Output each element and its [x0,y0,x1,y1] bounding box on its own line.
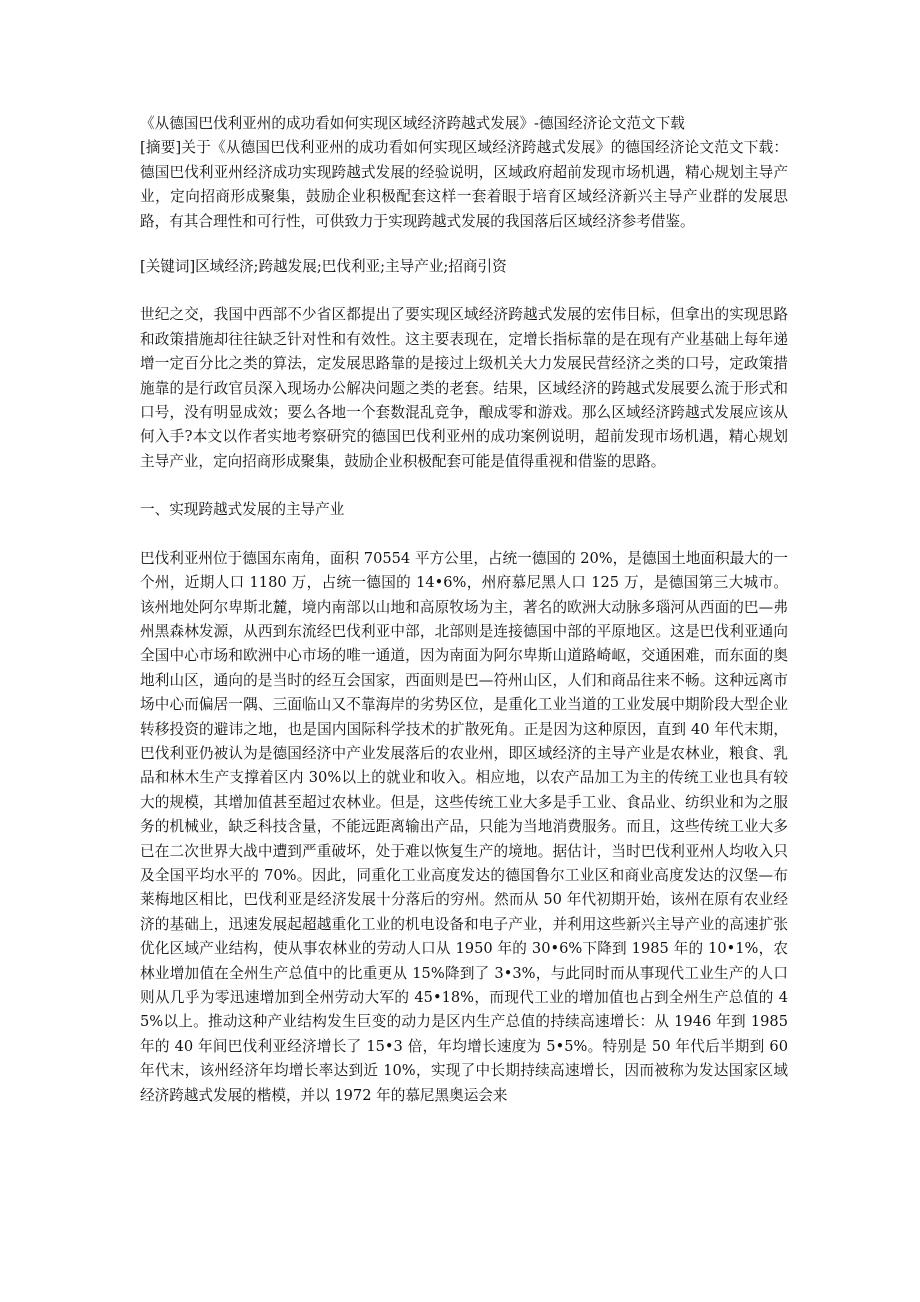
section-heading: 一、实现跨越式发展的主导产业 [140,501,345,519]
section-body-paragraph: 巴伐利亚州位于德国东南角，面积 70554 平方公里，占统一德国的 20%，是德国土地面积最大的一个州，近期人口 1180 万，占统一德国的 14•6%，州府慕尼黑人口 125 万，是德国第三大城市。该州地处阿尔卑斯北麓，境内南部以山地和高原牧场为主，著名的欧洲大动脉多瑙河从西面的巴—弗州黑森林发源，从西到东流经巴伐利亚中部，北部则是连接德国中部的平原地区。这是巴伐利亚通向全国中心市场和欧洲中心市场的唯一通道，因为南面为阿尔卑斯山道路崎岖，交通困难，而东面的奥地利山区，通向的是当时的经互会国家，西面则是巴—符州山区，人们和商品往来不畅。这种远离市场中心而偏居一隅、三面临山又不靠海岸的劣势区位，是重化工业当道的工业发展中期阶段大型企业转移投资的避讳之地，也是国内国际科学技术的扩散死角。正是因为这种原因，直到 40 年代末期，巴伐利亚仍被认为是德国经济中产业发展落后的农业州，即区域经济的主导产业是农林业，粮食、乳品和林木生产支撑着区内 30%以上的就业和收入。相应地，以农产品加工为主的传统工业也具有较大的规模，其增加值甚至超过农林业。但是，这些传统工业大多是手工业、食品业、纺织业和为之服务的机械业，缺乏科技含量，不能远距离输出产品，只能为当地消费服务。而且，这些传统工业大多已在二次世界大战中遭到严重破坏，处于难以恢复生产的境地。据估计，当时巴伐利亚州人均收入只及全国平均水平的 70%。因此，同重化工业高度发达的德国鲁尔工业区和商业高度发达的汉堡—布莱梅地区相比，巴伐利亚是经济发展十分落后的穷州。然而从 50 年代初期开始，该州在原有农业经济的基础上，迅速发展起超越重化工业的机电设备和电子产业，并利用这些新兴主导产业的高速扩张优化区域产业结构，使从事农林业的劳动人口从 1950 年的 30•6%下降到 1985 年的 10•1%，农林业增加值在全州生产总值中的比重更从 15%降到了 3•3%，与此同时而从事现代工业生产的人口则从几乎为零迅速增加到全州劳动大军的 45•18%，而现代工业的增加值也占到全州生产总值的 45%以上。推动这种产业结构发生巨变的动力是区内生产总值的持续高速增长：从 1946 年到 1985 年的 40 年间巴伐利亚经济增长了 15•3 倍，年均增长速度为 5•5%。特别是 50 年代后半期到 60 年代末，该州经济年均增长率达到近 10%，实现了中长期持续高速增长，因而被称为发达国家区域经济跨越式发展的楷模，并以 1972 年的慕尼黑奥运会来 [140,549,793,1104]
document-title-line: 《从德国巴伐利亚州的成功看如何实现区域经济跨越式发展》-德国经济论文范文下载 [140,115,685,132]
spacer [140,234,788,255]
spacer [140,279,788,303]
keywords-line: [关键词]区域经济;跨越发展;巴伐利亚;主导产业;招商引资 [140,258,507,276]
intro-paragraph: 世纪之交，我国中西部不少省区都提出了要实现区域经济跨越式发展的宏伟目标，但拿出的实现思路和政策措施却往往缺乏针对性和有效性。这主要表现在，定增长指标靠的是在现有产业基础上每年递增一定百分比之类的算法，定发展思路靠的是接过上级机关大力发展民营经济之类的口号，定政策措施靠的是行政官员深入现场办公解决问题之类的老套。结果，区域经济的跨越式发展要么流于形式和口号，没有明显成效；要么各地一个套数混乱竞争，酿成零和游戏。那么区域经济跨越式发展应该从何入手?本文以作者实地考察研究的德国巴伐利亚州的成功案例说明，超前发现市场机遇，精心规划主导产业，定向招商形成聚集，鼓励企业积极配套可能是值得重视和借鉴的思路。 [140,306,788,470]
spacer [140,474,788,498]
abstract-paragraph: [摘要]关于《从德国巴伐利亚州的成功看如何实现区域经济跨越式发展》的德国经济论文范文下载：德国巴伐利亚州经济成功实现跨越式发展的经验说明，区域政府超前发现市场机遇，精心规划主导产业，定向招商形成聚集，鼓励企业积极配套这样一套着眼于培育区域经济新兴主导产业群的发展思路，有其合理性和可行性，可供致力于实现跨越式发展的我国落后区域经济参考借鉴。 [140,139,788,230]
document-page [140,112,793,1108]
spacer [140,523,788,547]
